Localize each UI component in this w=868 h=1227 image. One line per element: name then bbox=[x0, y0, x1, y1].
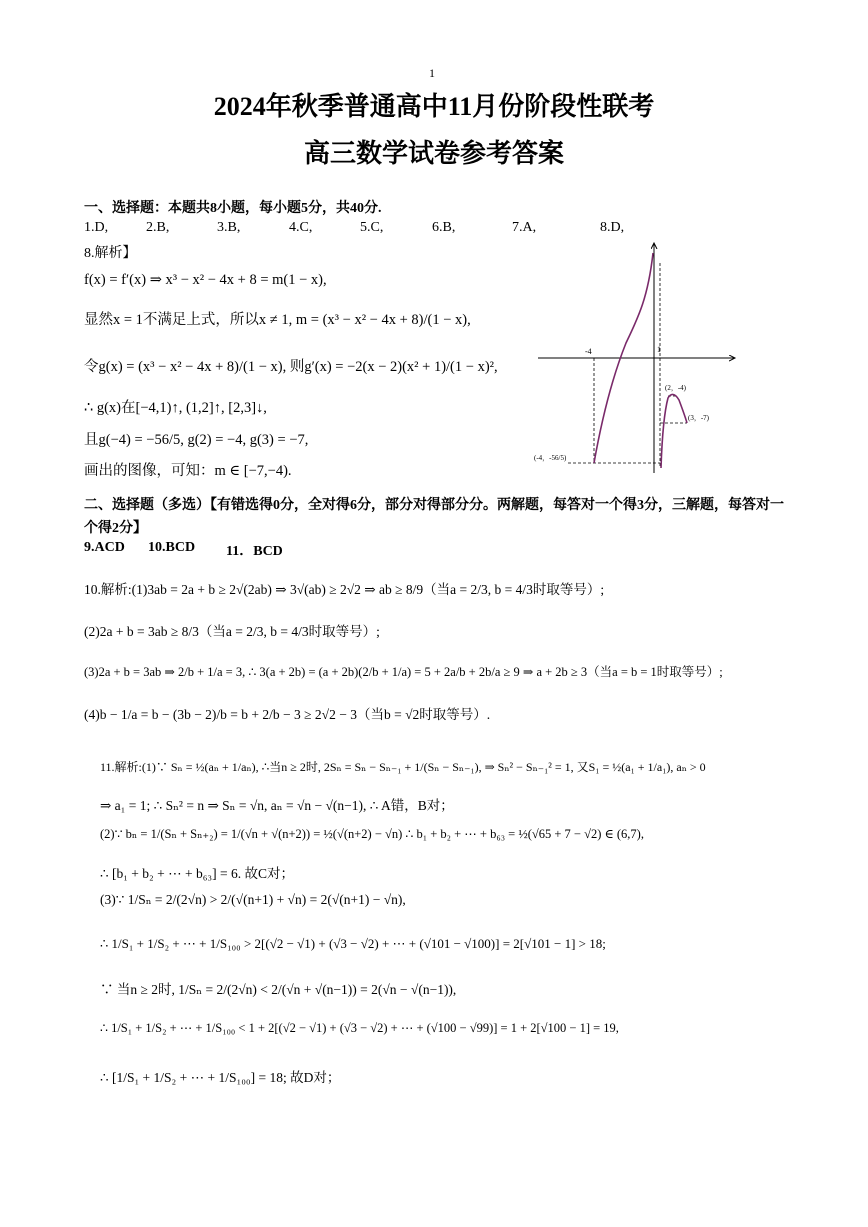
answer-4: 4.C, bbox=[289, 220, 313, 235]
q10-line-1: 10.解析:(1)3ab = 2a + b ≥ 2√(2ab) ⇒ 3√(ab) ≥ 2√2 ⇒ ab ≥ 8/9（当a = 2/3, b = 4/3时取等号）; bbox=[84, 582, 605, 597]
x-tick-minus4: -4 bbox=[585, 347, 592, 356]
q11-line-8: ∴ 1/S₁ + 1/S₂ + ⋯ + 1/S₁₀₀ < 1 + 2[(√2 − √1) + (√3 − √2) + ⋯ + (√100 − √99)] = 1 + 2[√100 − 1] = 19, bbox=[100, 1021, 619, 1035]
q11-line-9: ∴ [1/S₁ + 1/S₂ + ⋯ + 1/S₁₀₀] = 18; 故D对； bbox=[100, 1070, 341, 1085]
answer-2: 2.B, bbox=[146, 220, 170, 235]
q11-line-5: (3)∵ 1/Sₙ = 2/(2√n) > 2/(√(n+1) + √n) = 2(√(n+1) − √n), bbox=[100, 892, 406, 907]
q8-line-6: 画出的图像，可知：m ∈ [−7,−4). bbox=[84, 463, 292, 479]
document-subtitle: 高三数学试卷参考答案 bbox=[303, 139, 564, 168]
answer-10: 10.BCD bbox=[148, 540, 196, 555]
q11-line-2: ⇒ a₁ = 1; ∴ Sₙ² = n ⇒ Sₙ = √n, aₙ = √n − √(n−1), ∴ A错，B对； bbox=[100, 798, 454, 813]
q8-line-3: 令g(x) = (x³ − x² − 4x + 8)/(1 − x), 则g′(x) = −2(x − 2)(x² + 1)/(1 − x)², bbox=[84, 359, 498, 375]
curve-right-branch bbox=[661, 394, 687, 468]
answers1-row bbox=[84, 220, 734, 240]
q8-line-1: f(x) = f′(x) ⇒ x³ − x² − 4x + 8 = m(1 − x), bbox=[84, 272, 327, 288]
answer-7: 7.A, bbox=[512, 220, 537, 235]
answer-9: 9.ACD bbox=[84, 540, 125, 555]
answers2-row bbox=[84, 540, 384, 560]
q10-line-2: (2)2a + b = 3ab ≥ 8/3（当a = 2/3, b = 4/3时取等号）; bbox=[84, 624, 380, 639]
q8-label: 8.解析】 bbox=[84, 246, 137, 261]
document-title: 2024年秋季普通高中11月份阶段性联考 bbox=[213, 92, 655, 121]
q8-line-2: 显然x = 1不满足上式，所以x ≠ 1, m = (x³ − x² − 4x + 8)/(1 − x), bbox=[84, 312, 471, 328]
section2-header: 二、选择题（多选）【有错选得0分，全对得6分，部分对得部分分。两解题，每答对一个得3分，三解题，每答对一个得2分】 bbox=[84, 498, 784, 536]
answer-11: 11．BCD bbox=[226, 544, 283, 559]
q11-line-4: ∴ [b₁ + b₂ + ⋯ + b₆₃] = 6. 故C对； bbox=[100, 866, 294, 881]
section1-header: 一、选择题：本题共8小题，每小题5分，共40分. bbox=[84, 201, 382, 216]
q11-line-7: ∵ 当n ≥ 2时, 1/Sₙ = 2/(2√n) < 2/(√n + √(n−1)) = 2(√n − √(n−1)), bbox=[100, 982, 457, 997]
q8-line-4: ∴ g(x)在[−4,1)↑, (1,2]↑, [2,3]↓, bbox=[84, 400, 267, 416]
answer-3: 3.B, bbox=[217, 220, 241, 235]
answer-6: 6.B, bbox=[432, 220, 456, 235]
q11-line-3: (2)∵ bₙ = 1/(Sₙ + Sₙ₊₂) = 1/(√n + √(n+2)) = ½(√(n+2) − √n) ∴ b₁ + b₂ + ⋯ + b₆₃ = ½(√65 + 7 − √2) ∈ (6,7), bbox=[100, 827, 644, 841]
answer-8: 8.D, bbox=[600, 220, 625, 235]
q11-line-1: 11.解析:(1)∵ Sₙ = ½(aₙ + 1/aₙ), ∴当n ≥ 2时, 2Sₙ = Sₙ − Sₙ₋₁ + 1/(Sₙ − Sₙ₋₁), ⇒ Sₙ² − Sₙ₋₁² = 1, 又S₁ = ½(a₁ + 1/a₁), aₙ > 0 bbox=[100, 760, 706, 774]
answer-1: 1.D, bbox=[84, 220, 109, 235]
point-end-label: (3，-7) bbox=[688, 414, 709, 422]
function-graph bbox=[530, 238, 740, 478]
tick-one: 1 bbox=[657, 345, 661, 354]
answer-5: 5.C, bbox=[360, 220, 384, 235]
q10-line-3: (3)2a + b = 3ab ⇒ 2/b + 1/a = 3, ∴ 3(a + 2b) = (a + 2b)(2/b + 1/a) = 5 + 2a/b + 2b/a ≥ 9 ⇒ a + 2b ≥ 3（当a = b = 1时取等号）; bbox=[84, 665, 723, 679]
point-max-label: (2，-4) bbox=[665, 384, 686, 392]
page-number: 1 bbox=[429, 66, 435, 80]
q10-line-4: (4)b − 1/a = b − (3b − 2)/b = b + 2/b − 3 ≥ 2√2 − 3（当b = √2时取等号）. bbox=[84, 707, 491, 722]
point-start-label: (-4，-56/5) bbox=[534, 454, 567, 462]
q11-line-6: ∴ 1/S₁ + 1/S₂ + ⋯ + 1/S₁₀₀ > 2[(√2 − √1) + (√3 − √2) + ⋯ + (√101 − √100)] = 2[√101 − 1] > 18; bbox=[100, 936, 606, 951]
q8-line-5: 且g(−4) = −56/5, g(2) = −4, g(3) = −7, bbox=[84, 432, 309, 448]
